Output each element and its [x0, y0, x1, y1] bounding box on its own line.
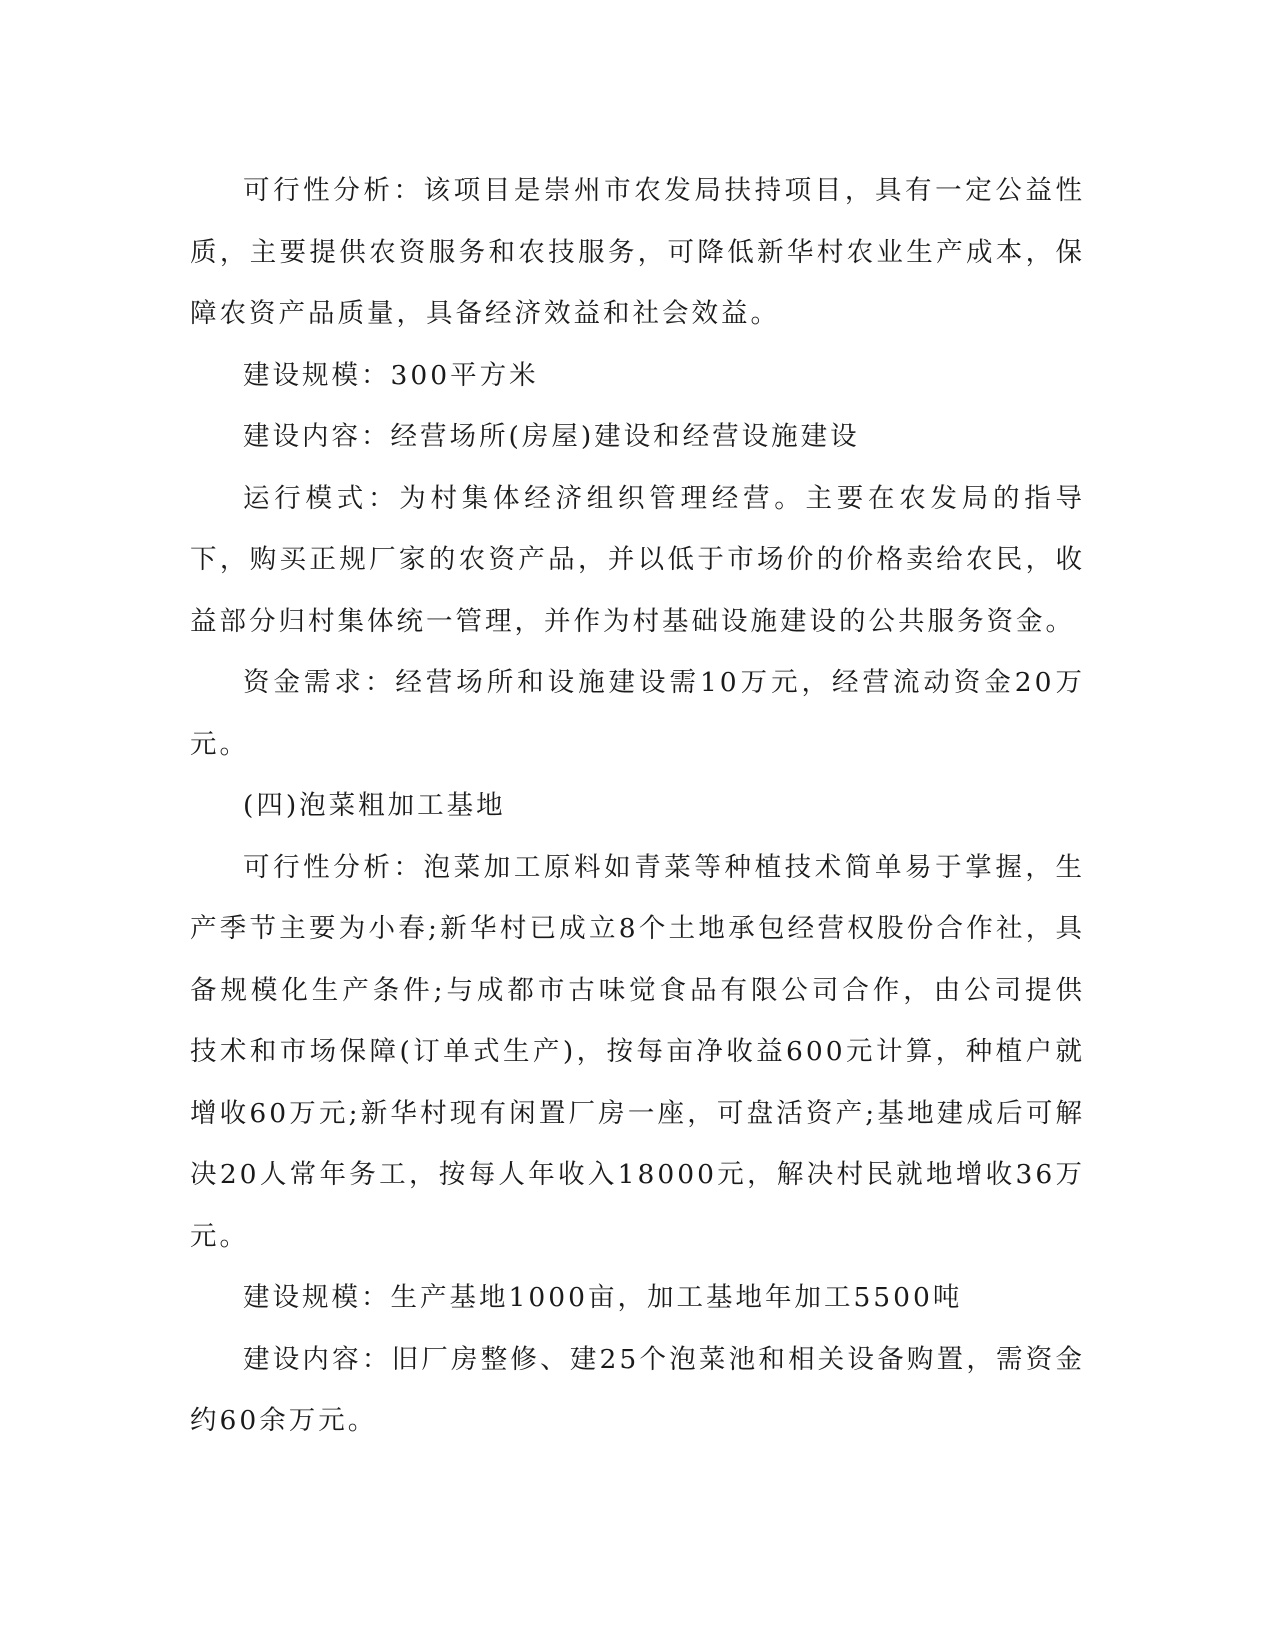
document-body: [190, 160, 1085, 1452]
paragraph-feasibility-agri-service: 可行性分析：该项目是崇州市农发局扶持项目，具有一定公益性质，主要提供农资服务和农技服务，可降低新华村农业生产成本，保障农资产品质量，具备经济效益和社会效益。: [190, 175, 1085, 329]
paragraph-construction-scale-service: 建设规模：300平方米: [243, 359, 539, 391]
paragraph-construction-content-pickle: 建设内容：旧厂房整修、建25个泡菜池和相关设备购置，需资金约60余万元。: [190, 1343, 1085, 1436]
section-heading-pickle-base: (四)泡菜粗加工基地: [243, 790, 506, 821]
paragraph-operation-mode: 运行模式：为村集体经济组织管理经营。主要在农发局的指导下，购买正规厂家的农资产品，并以低于市场价的价格卖给农民，收益部分归村集体统一管理，并作为村基础设施建设的公共服务资金。: [190, 482, 1085, 637]
paragraph-construction-content-service: 建设内容：经营场所(房屋)建设和经营设施建设: [243, 421, 860, 452]
paragraph-construction-scale-pickle: 建设规模：生产基地1000亩，加工基地年加工5500吨: [243, 1282, 963, 1313]
paragraph-funding-requirement: 资金需求：经营场所和设施建设需10万元，经营流动资金20万元。: [190, 667, 1085, 760]
paragraph-feasibility-pickle: 可行性分析：泡菜加工原料如青菜等种植技术简单易于掌握，生产季节主要为小春;新华村已成立8个土地承包经营权股份合作社，具备规模化生产条件;与成都市古味觉食品有限公司合作，由公司提供技术和市场保障(订单式生产)，按每亩净收益600元计算，种植户就增收60万元;新华村现有闲置厂房一座，可盘活资产;基地建成后可解决20人常年务工，按每人年收入18000元，解决村民就地增收36万元。: [190, 851, 1085, 1252]
